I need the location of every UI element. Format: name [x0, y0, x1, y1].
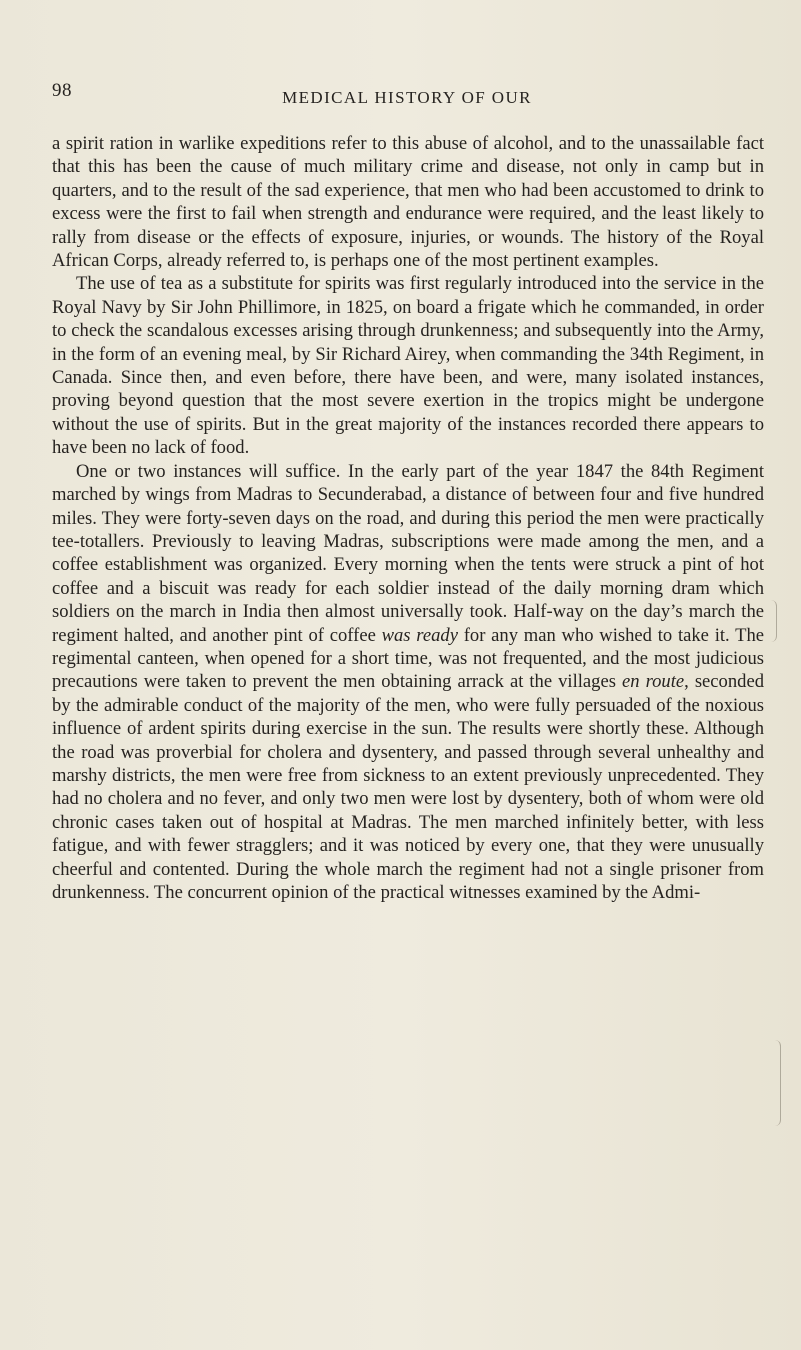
- paragraph-3-text-a: One or two instances will suffice. In the early part of the year 1847 the 84th Regiment marched by wings from Madras to Secunderabad, a distance of between four and five hundred miles. They were forty-seven days on the road, and during this period the men were practically tee-totallers. Previously to leaving Madras, subscriptions were made among the men, and a coffee establishment was organized. Every morning when the tents were struck a pint of hot coffee and a biscuit was ready for each soldier instead of the daily morning dram which soldiers on the march in India then almost universally took. Half-way on the day’s march the regiment halted, and another pint of coffee: [52, 460, 764, 646]
- paragraph-3-text-c: , seconded by the admirable conduct of the majority of the men, who were fully persuaded of the noxious influence of ardent spirits during exercise in the sun. The results were shortly these. Although the road was proverbial for cholera and dysentery, and passed through several unhealthy and marshy districts, the men were free from sickness to an extent previously unprecedented. They had no cholera and no fever, and only two men were lost by dysentery, both of whom were old chronic cases taken out of hospital at Madras. The men marched infinitely better, with less fatigue, and with fewer stragglers; and it was noticed by every one, that they were unusually cheerful and contented. During the whole march the regiment had not a single prisoner from drunkenness. The concurrent opinion of the practical witnesses examined by the Admi-: [52, 671, 764, 903]
- paragraph-3: [52, 460, 764, 905]
- italic-was-ready: was ready: [381, 624, 458, 646]
- margin-mark: [774, 1040, 781, 1126]
- margin-mark: [770, 600, 777, 642]
- running-head: [52, 80, 762, 114]
- paragraph-1: a spirit ration in warlike expeditions refer to this abuse of alcohol, and to the unassailable fact that this has been the cause of much military crime and disease, not only in camp but in quarters, and to the result of the sad experience, that men who had been accustomed to drink to excess were the first to fail when strength and endurance were required, and the least likely to rally from disease or the effects of exposure, injuries, or wounds. The history of the Royal African Corps, already referred to, is perhaps one of the most pertinent examples.: [52, 133, 764, 272]
- italic-en-route: en route: [622, 671, 685, 693]
- page-number: 98: [52, 80, 72, 101]
- paragraph-2: The use of tea as a substitute for spirits was first regularly introduced into the service in the Royal Navy by Sir John Phillimore, in 1825, on board a frigate which he commanded, in order to check the scandalous excesses arising through drunkenness; and subsequently into the Army, in the form of an evening meal, by Sir Richard Airey, when commanding the 34th Regiment, in Canada. Since then, and even before, there have been, and were, many isolated instances, proving beyond question that the most severe exertion in the tropics might be undergone without the use of spirits. But in the great majority of the instances recorded there appears to have been no lack of food.: [52, 273, 764, 459]
- running-title: MEDICAL HISTORY OF OUR: [282, 88, 532, 107]
- paragraph-3-text-b: for any man who wished to take it. The regimental canteen, when opened for a short time, was not frequented, and the most judicious precautions were taken to prevent the men obtaining arrack at the villages: [52, 624, 765, 693]
- body-text: [52, 132, 764, 904]
